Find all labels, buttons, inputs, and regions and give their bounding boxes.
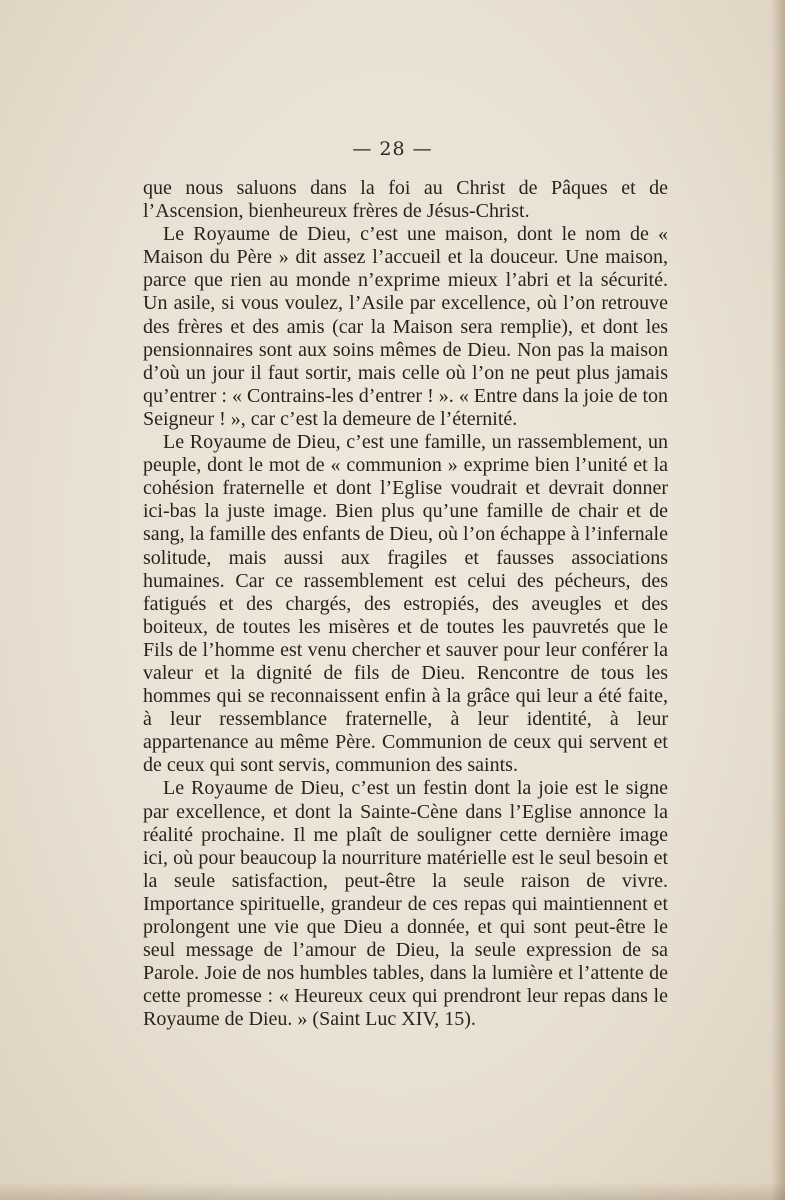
paragraph-continuation: que nous saluons dans la foi au Christ de Pâques et de l’Ascension, bienheureux frères de Jésus-Christ. xyxy=(143,177,668,223)
body-text xyxy=(143,177,668,1031)
paragraph-festin: Le Royaume de Dieu, c’est un festin dont la joie est le signe par excellence, et dont la Sainte-Cène dans l’Eglise annonce la réalité prochaine. Il me plaît de souligner cette dernière image ici, où pour beaucoup la nourriture matérielle est le seul besoin et la seule satisfaction, peut-être la seule raison de vivre. Importance spirituelle, grandeur de ces repas qui maintiennent et prolongent une vie que Dieu a donnée, et qui sont peut-être le seul message de l’amour de Dieu, la seule expression de sa Parole. Joie de nos humbles tables, dans la lumière et l’attente de cette promesse : « Heureux ceux qui prendront leur repas dans le Royaume de Dieu. » (Saint Luc XIV, 15). xyxy=(143,777,668,1031)
page-edge-shadow xyxy=(771,0,785,1200)
page-bottom-shadow xyxy=(0,1182,785,1200)
page-number: — 28 — xyxy=(352,138,433,160)
paragraph-famille: Le Royaume de Dieu, c’est une famille, un rassemblement, un peuple, dont le mot de « communion » exprime bien l’unité et la cohésion fraternelle et dont l’Eglise voudrait et devrait donner ici-bas la juste image. Bien plus qu’une famille de chair et de sang, la famille des enfants de Dieu, où l’on échappe à l’infernale solitude, mais aussi aux fragiles et fausses associations humaines. Car ce rassemblement est celui des pécheurs, des fatigués et des chargés, des estropiés, des aveugles et des boiteux, de toutes les misères et de toutes les pauvretés que le Fils de l’homme est venu chercher et sauver pour leur conférer la valeur et la dignité de fils de Dieu. Rencontre de tous les hommes qui se reconnaissent enfin à la grâce qui leur a été faite, à leur ressemblance fraternelle, à leur identité, à leur appartenance au même Père. Communion de ceux qui servent et de ceux qui sont servis, communion des saints. xyxy=(143,431,668,777)
paragraph-maison: Le Royaume de Dieu, c’est une maison, dont le nom de « Maison du Père » dit assez l’accueil et la douceur. Une maison, parce que rien au monde n’exprime mieux l’abri et la sécurité. Un asile, si vous voulez, l’Asile par excellence, où l’on retrouve des frères et des amis (car la Maison sera remplie), et dont les pensionnaires sont aux soins mêmes de Dieu. Non pas la maison d’où un jour il faut sortir, mais celle où l’on ne peut plus jamais qu’entrer : « Contrains-les d’entrer ! ». « Entre dans la joie de ton Seigneur ! », car c’est la demeure de l’éternité. xyxy=(143,223,668,430)
